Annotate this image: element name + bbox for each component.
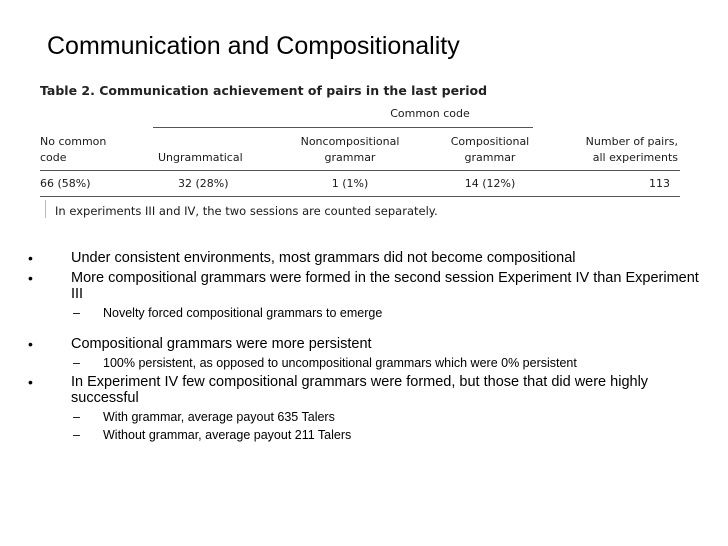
header-rule [40,170,680,171]
sub-bullet-item [28,410,708,424]
header-no-common-line1: No common [40,135,107,148]
table-footnote: In experiments III and IV, the two sessions are counted separately. [55,204,438,218]
bullet-list [28,250,708,446]
sub-bullet-item [28,356,708,370]
bullet-item [28,250,708,266]
cell-ungrammatical: 32 (28%) [178,177,229,190]
sub-bullet-item [28,428,708,442]
slide-title: Communication and Compositionality [47,32,460,60]
header-comp-line2: grammar [464,151,516,164]
table-caption: Table 2. Communication achievement of pairs in the last period [40,83,488,98]
dash-marker: – [73,410,80,424]
bullet-marker: • [28,270,33,286]
dash-marker: – [73,428,80,442]
row-rule [40,196,680,197]
header-pairs-line2: all experiments [592,151,678,164]
bullet-item [28,336,708,352]
header-ungrammatical: Ungrammatical [158,151,243,164]
header-noncomp-line1: Noncompositional [300,135,400,148]
bullet-text: More compositional grammars were formed in the second session Experiment IV than Experiment III [71,270,699,302]
cell-noncomp: 1 (1%) [331,177,369,190]
sub-bullet-text: Novelty forced compositional grammars to emerge [103,306,383,320]
dash-marker: – [73,356,80,370]
header-comp-line1: Compositional [450,135,530,148]
sub-bullet-text: With grammar, average payout 635 Talers [103,410,335,424]
bullet-marker: • [28,336,33,352]
sub-bullet-item [28,306,708,320]
bullet-item [28,270,708,302]
header-noncomp-line2: grammar [324,151,376,164]
bullet-marker: • [28,374,33,390]
sub-bullet-text: Without grammar, average payout 211 Talers [103,428,352,442]
common-code-header: Common code [390,107,470,120]
cell-no-common: 66 (58%) [40,177,91,190]
results-table [40,82,690,222]
footnote-border [45,200,46,218]
cell-comp: 14 (12%) [464,177,516,190]
bullet-text: In Experiment IV few compositional grammars were formed, but those that did were highly successful [71,374,649,406]
common-code-rule [153,127,533,128]
sub-bullet-text: 100% persistent, as opposed to uncompositional grammars which were 0% persistent [103,356,577,370]
bullet-item [28,374,708,406]
dash-marker: – [73,306,80,320]
bullet-text: Under consistent environments, most grammars did not become compositional [71,250,576,266]
header-no-common-line2: code [40,151,67,164]
cell-pairs: 113 [649,177,670,190]
bullet-text: Compositional grammars were more persistent [71,336,372,352]
header-pairs-line1: Number of pairs, [585,135,678,148]
bullet-marker: • [28,250,33,266]
